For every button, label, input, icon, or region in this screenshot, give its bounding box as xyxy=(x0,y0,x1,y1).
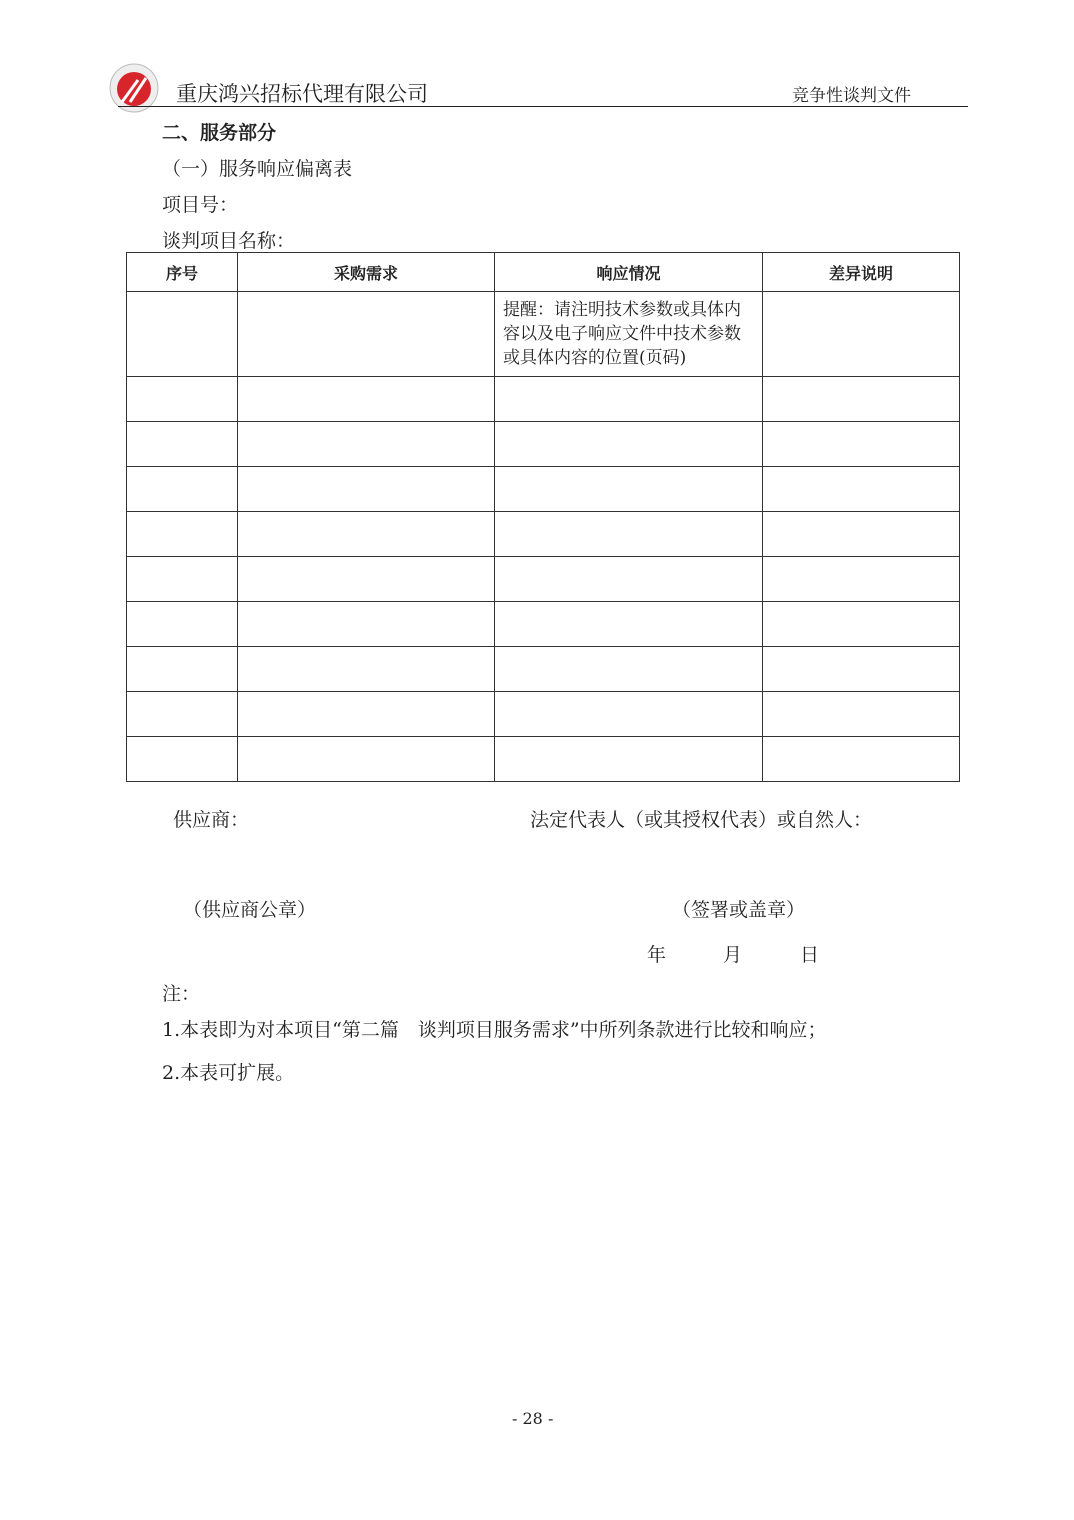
deviation-table xyxy=(126,252,960,782)
date-day: 日 xyxy=(800,944,820,966)
project-no-label: 项目号： xyxy=(162,194,239,216)
table-row xyxy=(127,292,960,377)
note-item: 1.本表即为对本项目“第二篇 谈判项目服务需求”中所列条款进行比较和响应； xyxy=(162,1019,827,1041)
table-row xyxy=(127,737,960,782)
col-header: 差异说明 xyxy=(763,253,960,292)
table-row xyxy=(127,422,960,467)
notes-label: 注： xyxy=(162,983,201,1005)
company-name: 重庆鸿兴招标代理有限公司 xyxy=(176,82,428,106)
col-header: 响应情况 xyxy=(495,253,763,292)
col-header: 采购需求 xyxy=(238,253,495,292)
subsection-title: （一）服务响应偏离表 xyxy=(162,158,353,180)
page-number: - 28 - xyxy=(512,1409,554,1428)
hint-cell: 提醒：请注明技术参数或具体内容以及电子响应文件中技术参数或具体内容的位置(页码) xyxy=(495,292,763,377)
date-month: 月 xyxy=(723,944,743,966)
table-row xyxy=(127,557,960,602)
supplier-seal: （供应商公章） xyxy=(183,899,317,921)
table-row xyxy=(127,377,960,422)
note-item: 2.本表可扩展。 xyxy=(162,1062,295,1084)
date-year: 年 xyxy=(647,944,667,966)
table-row xyxy=(127,602,960,647)
sign-seal: （签署或盖章） xyxy=(672,899,806,921)
table-row xyxy=(127,512,960,557)
table-row xyxy=(127,692,960,737)
project-name-label: 谈判项目名称： xyxy=(162,230,296,252)
col-header: 序号 xyxy=(127,253,238,292)
table-header-row xyxy=(127,253,960,292)
table-row xyxy=(127,467,960,512)
doc-type: 竞争性谈判文件 xyxy=(792,86,911,106)
supplier-label: 供应商： xyxy=(173,809,250,831)
representative-label: 法定代表人（或其授权代表）或自然人： xyxy=(530,809,873,831)
section-title: 二、服务部分 xyxy=(162,122,277,144)
table-row xyxy=(127,647,960,692)
header-divider xyxy=(118,106,968,107)
